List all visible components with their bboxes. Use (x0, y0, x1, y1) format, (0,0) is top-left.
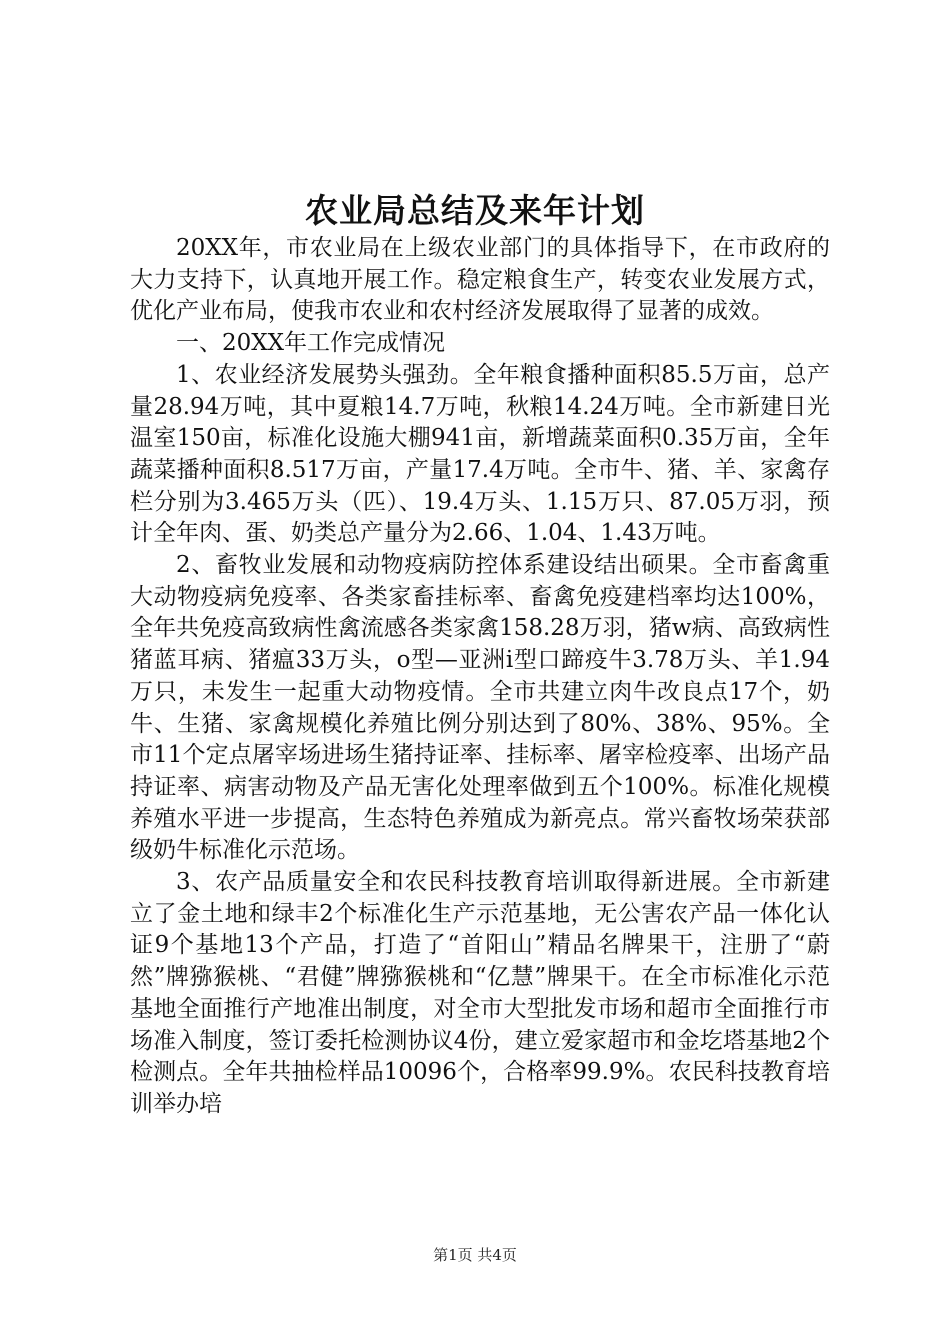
paragraph-agriculture-economy: 1、农业经济发展势头强劲。全年粮食播种面积85.5万亩，总产量28.94万吨，其中夏粮14.7万吨，秋粮14.24万吨。全市新建日光温室150亩，标准化设施大棚941亩，新增蔬菜面积0.35万亩，全年蔬菜播种面积8.517万亩，产量17.4万吨。全市牛、猪、羊、家禽存栏分别为3.465万头（匹）、19.4万头、1.15万只、87.05万羽，预计全年肉、蛋、奶类总产量分为2.66、1.04、1.43万吨。 (130, 361, 830, 547)
paragraph-product-quality: 3、农产品质量安全和农民科技教育培训取得新进展。全市新建立了金土地和绿丰2个标准化生产示范基地，无公害农产品一体化认证9个基地13个产品，打造了“首阳山”精品名牌果干，注册了“蔚然”牌猕猴桃、“君健”牌猕猴桃和“亿慧”牌果干。在全市标准化示范基地全面推行产地准出制度，对全市大型批发市场和超市全面推行市场准入制度，签订委托检测协议4份，建立爱家超市和金圪塔基地2个检测点。全年共抽检样品10096个，合格率99.9%。农民科技教育培训举办培 (130, 869, 830, 1117)
paragraph-animal-husbandry: 2、畜牧业发展和动物疫病防控体系建设结出硕果。全市畜禽重大动物疫病免疫率、各类家畜挂标率、畜禽免疫建档率均达100%，全年共免疫高致病性禽流感各类家禽158.28万羽，猪w病、高致病性猪蓝耳病、猪瘟33万头，o型—亚洲i型口蹄疫牛3.78万头、羊1.94万只，未发生一起重大动物疫情。全市共建立肉牛改良点17个，奶牛、生猪、家禽规模化养殖比例分别达到了80%、38%、95%。全市11个定点屠宰场进场生猪持证率、挂标率、屠宰检疫率、出场产品持证率、病害动物及产品无害化处理率做到五个100%。标准化规模养殖水平进一步提高，生态特色养殖成为新亮点。常兴畜牧场荣获部级奶牛标准化示范场。 (130, 552, 830, 864)
intro-paragraph: 20XX年，市农业局在上级农业部门的具体指导下，在市政府的大力支持下，认真地开展工作。稳定粮食生产，转变农业发展方式，优化产业布局，使我市农业和农村经济发展取得了显著的成效。 (130, 235, 830, 325)
document-body (130, 233, 830, 1121)
page-footer: 第1页 共4页 (433, 1246, 517, 1264)
section-heading: 一、20XX年工作完成情况 (176, 330, 446, 357)
document-title: 农业局总结及来年计划 (305, 191, 645, 230)
